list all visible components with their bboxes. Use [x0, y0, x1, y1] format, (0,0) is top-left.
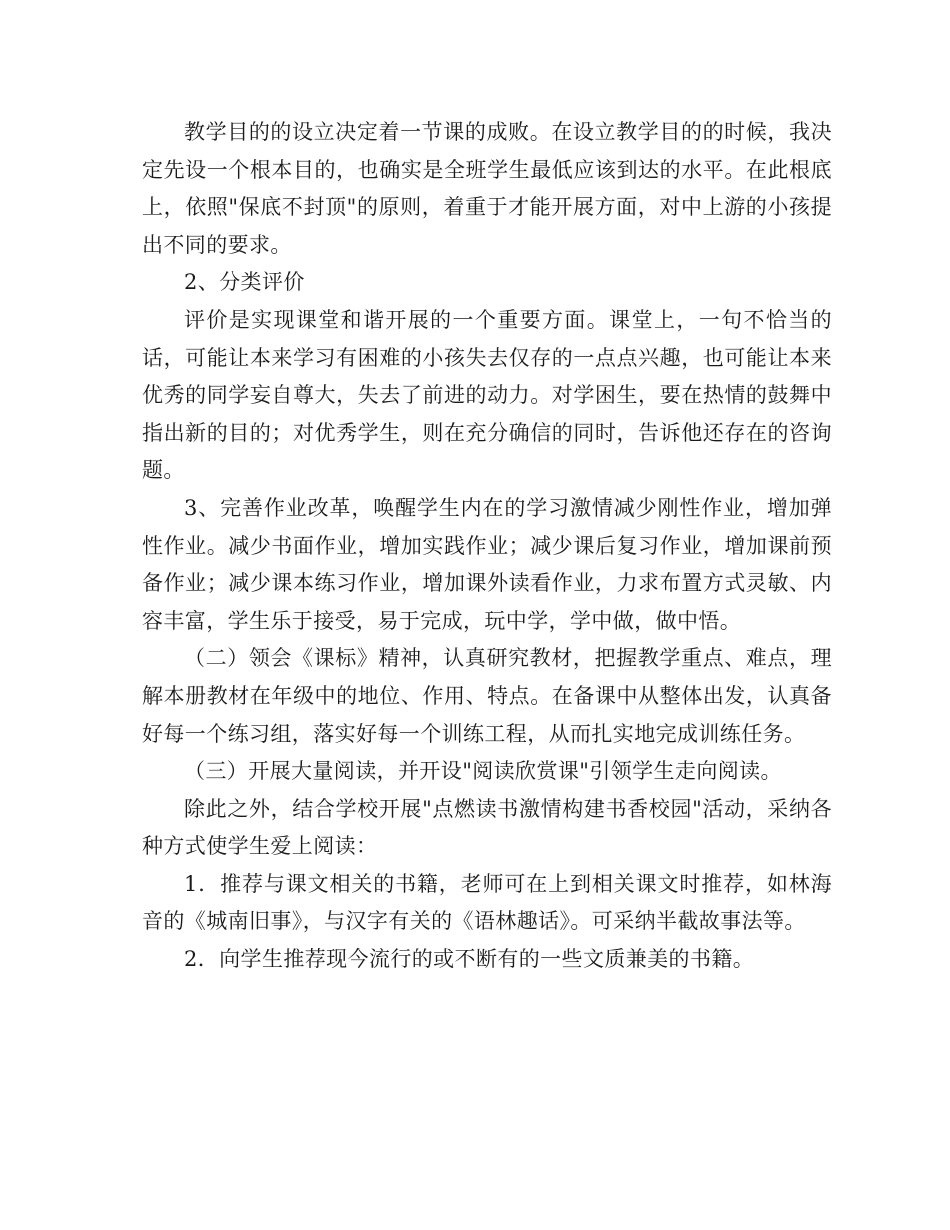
- heading-classified-evaluation: 2、分类评价: [184, 270, 305, 295]
- paragraph-teaching-goals: 教学目的的设立决定着一节课的成败。在设立教学目的的时候，我决定先设一个根本目的，也确实是全班学生最低应该到达的水平。在此根底上，依照"保底不封顶"的原则，着重于才能开展方面，对中上游的小孩提出不同的要求。: [142, 120, 832, 257]
- list-item-recommend-books: 1．推荐与课文相关的书籍，老师可在上到相关课文时推荐，如林海音的《城南旧事》，与汉字有关的《语林趣话》。可采纳半截故事法等。: [142, 871, 832, 934]
- list-item-popular-books: 2．向学生推荐现今流行的或不断有的一些文质兼美的书籍。: [184, 947, 755, 972]
- paragraph-evaluation: 评价是实现课堂和谐开展的一个重要方面。课堂上，一句不恰当的话，可能让本来学习有困难的小孩失去仅存的一点点兴趣，也可能让本来优秀的同学妄自尊大，失去了前进的动力。对学困生，要在热情的鼓舞中指出新的目的；对优秀学生，则在充分确信的同时，告诉他还存在的咨询题。: [142, 307, 832, 483]
- document-body: [142, 114, 832, 979]
- paragraph-curriculum-standards: （二）领会《课标》精神，认真研究教材，把握教学重点、难点，理解本册教材在年级中的地位、作用、特点。在备课中从整体出发，认真备好每一个练习组，落实好每一个训练工程，从而扎实地完成训练任务。: [142, 646, 832, 746]
- paragraph-extensive-reading: （三）开展大量阅读，并开设"阅读欣赏课"引领学生走向阅读。: [184, 759, 782, 784]
- paragraph-homework-reform: 3、完善作业改革，唤醒学生内在的学习激情减少刚性作业，增加弹性作业。减少书面作业，增加实践作业；减少课后复习作业，增加课前预备作业；减少课本练习作业，增加课外读看作业，力求布置方式灵敏、内容丰富，学生乐于接受，易于完成，玩中学，学中做，做中悟。: [142, 495, 832, 633]
- paragraph-reading-activity: 除此之外，结合学校开展"点燃读书激情构建书香校园"活动，采纳各种方式使学生爱上阅读：: [142, 796, 832, 859]
